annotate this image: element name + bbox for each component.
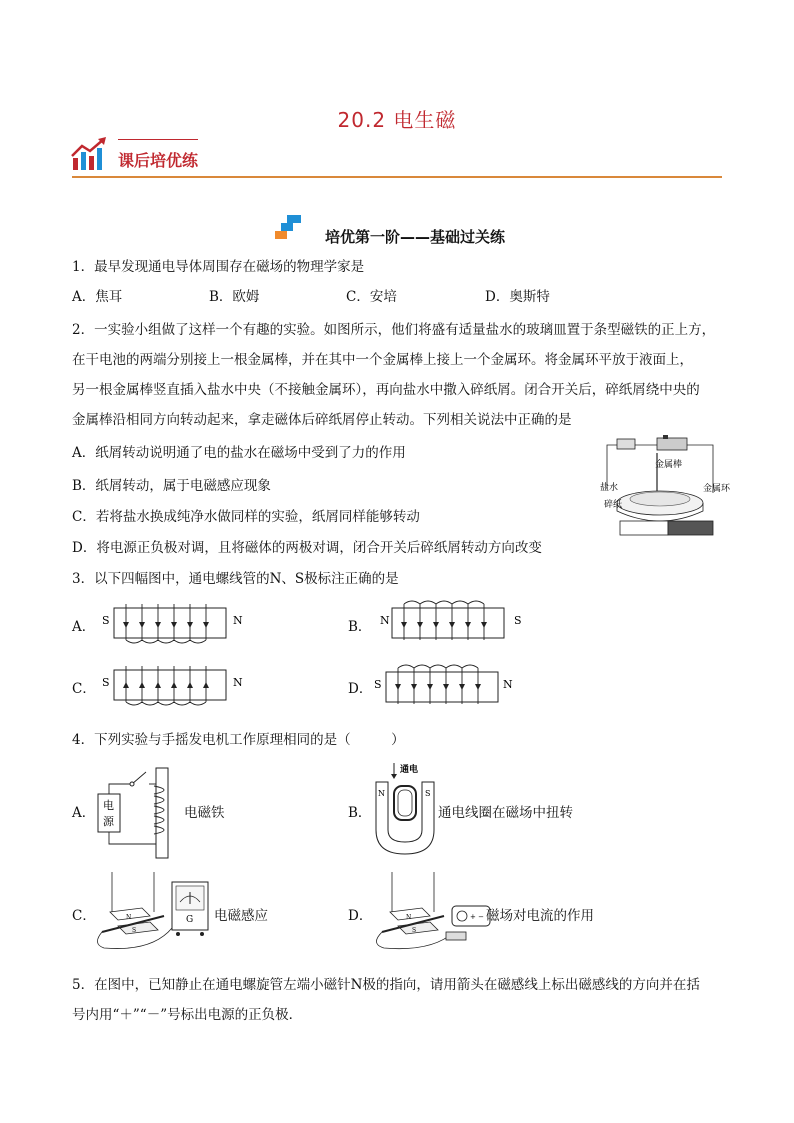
q3-stem: 3．以下四幅图中，通电螺线管的N、S极标注正确的是 bbox=[72, 571, 399, 587]
q2-stem-line: 在干电池的两端分别接上一根金属棒，并在其中一个金属棒上接上一个金属环。将金属环平放于液面上， bbox=[72, 352, 693, 368]
pole-left: S bbox=[374, 678, 382, 691]
q4-option-b-label[interactable]: B． bbox=[348, 805, 372, 821]
q3-solenoid-b[interactable] bbox=[378, 600, 528, 648]
banner-top-rule bbox=[118, 139, 198, 140]
q2-option-a[interactable]: A．纸屑转动说明通了电的盐水在磁场中受到了力的作用 bbox=[72, 445, 406, 461]
q3-option-d-label[interactable]: D． bbox=[348, 681, 373, 697]
pole-s: S bbox=[425, 789, 431, 798]
q1-option-c[interactable]: C．安培 bbox=[346, 289, 397, 305]
q2-option-b[interactable]: B．纸屑转动，属于电磁感应现象 bbox=[72, 478, 271, 494]
page-title: 20.2 电生磁 bbox=[337, 108, 457, 132]
pole-n: N bbox=[378, 789, 385, 798]
energized-tag: 通电 bbox=[400, 765, 419, 775]
power-label: 源 bbox=[103, 815, 114, 828]
chart-logo-icon bbox=[70, 136, 110, 172]
fig-label-salt-water: 盐水 bbox=[600, 483, 619, 493]
pole-left: S bbox=[102, 614, 110, 627]
pole-right: N bbox=[233, 676, 243, 689]
pole-right: S bbox=[514, 614, 522, 627]
q4-option-c-caption: 电磁感应 bbox=[214, 908, 268, 924]
q2-option-c[interactable]: C．若将盐水换成纯净水做同样的实验，纸屑同样能够转动 bbox=[72, 509, 420, 525]
q5-stem-line: 号内用“＋”“－”号标出电源的正负极． bbox=[72, 1007, 303, 1023]
q4-induction-figure[interactable] bbox=[92, 872, 214, 956]
q1-option-a[interactable]: A．焦耳 bbox=[72, 289, 123, 305]
q4-electromagnet-figure[interactable] bbox=[94, 762, 184, 862]
svg-text:+ −: + − bbox=[470, 913, 484, 921]
fig-label-paper: 碎纸 bbox=[604, 500, 623, 510]
pole-left: S bbox=[102, 676, 110, 689]
q4-option-a-caption: 电磁铁 bbox=[184, 805, 225, 821]
q2-stem-line: 另一根金属棒竖直插入盐水中央（不接触金属环），再向盐水中撒入碎纸屑。闭合开关后，碎纸屑绕中央的 bbox=[72, 382, 700, 398]
q1-option-d[interactable]: D．奥斯特 bbox=[485, 289, 550, 305]
q2-figure bbox=[595, 433, 735, 541]
galvanometer-label: G bbox=[186, 915, 194, 925]
svg-text:N: N bbox=[126, 914, 132, 921]
q1-option-b[interactable]: B．欧姆 bbox=[209, 289, 260, 305]
svg-text:S: S bbox=[412, 927, 417, 934]
q3-option-b-label[interactable]: B． bbox=[348, 619, 372, 635]
q3-solenoid-a[interactable] bbox=[100, 600, 250, 648]
q4-motor-effect-figure[interactable] bbox=[370, 872, 494, 956]
q4-stem: 4．下列实验与手摇发电机工作原理相同的是（ ） bbox=[72, 732, 405, 748]
q4-option-c-label[interactable]: C． bbox=[72, 908, 96, 924]
pole-right: N bbox=[503, 678, 513, 691]
q4-option-d-caption: 磁场对电流的作用 bbox=[486, 908, 594, 924]
q2-option-d[interactable]: D．将电源正负极对调，且将磁体的两极对调，闭合开关后碎纸屑转动方向改变 bbox=[72, 540, 542, 556]
pole-right: N bbox=[233, 614, 243, 627]
q3-solenoid-d[interactable] bbox=[372, 662, 522, 710]
section-title: 培优第一阶——基础过关练 bbox=[324, 228, 505, 246]
banner-label: 课后培优练 bbox=[118, 151, 199, 170]
q2-stem-line: 2．一实验小组做了这样一个有趣的实验。如图所示，他们将盛有适量盐水的玻璃皿置于条型磁铁的正上方， bbox=[72, 322, 716, 338]
pole-left: N bbox=[380, 614, 390, 627]
q4-option-a-label[interactable]: A． bbox=[72, 805, 96, 821]
fig-label-ring: 金属环 bbox=[703, 484, 731, 494]
q3-option-a-label[interactable]: A． bbox=[72, 619, 96, 635]
svg-text:S: S bbox=[132, 927, 137, 934]
q4-option-d-label[interactable]: D． bbox=[348, 908, 373, 924]
q1-stem: 1．最早发现通电导体周围存在磁场的物理学家是 bbox=[72, 259, 365, 275]
q5-stem-line: 5．在图中，已知静止在通电螺旋管左端小磁针N极的指向，请用箭头在磁感线上标出磁感线的方向并在括 bbox=[72, 977, 700, 993]
fig-label-rod: 金属棒 bbox=[655, 460, 683, 470]
q4-coil-figure[interactable] bbox=[372, 760, 438, 860]
q2-stem-line: 金属棒沿相同方向转动起来，拿走磁体后碎纸屑停止转动。下列相关说法中正确的是 bbox=[72, 412, 572, 428]
power-label: 电 bbox=[103, 799, 114, 812]
svg-text:N: N bbox=[406, 914, 412, 921]
q3-option-c-label[interactable]: C． bbox=[72, 681, 96, 697]
banner-rule bbox=[72, 176, 722, 178]
q4-option-b-caption: 通电线圈在磁场中扭转 bbox=[438, 805, 573, 821]
q3-solenoid-c[interactable] bbox=[100, 662, 250, 710]
